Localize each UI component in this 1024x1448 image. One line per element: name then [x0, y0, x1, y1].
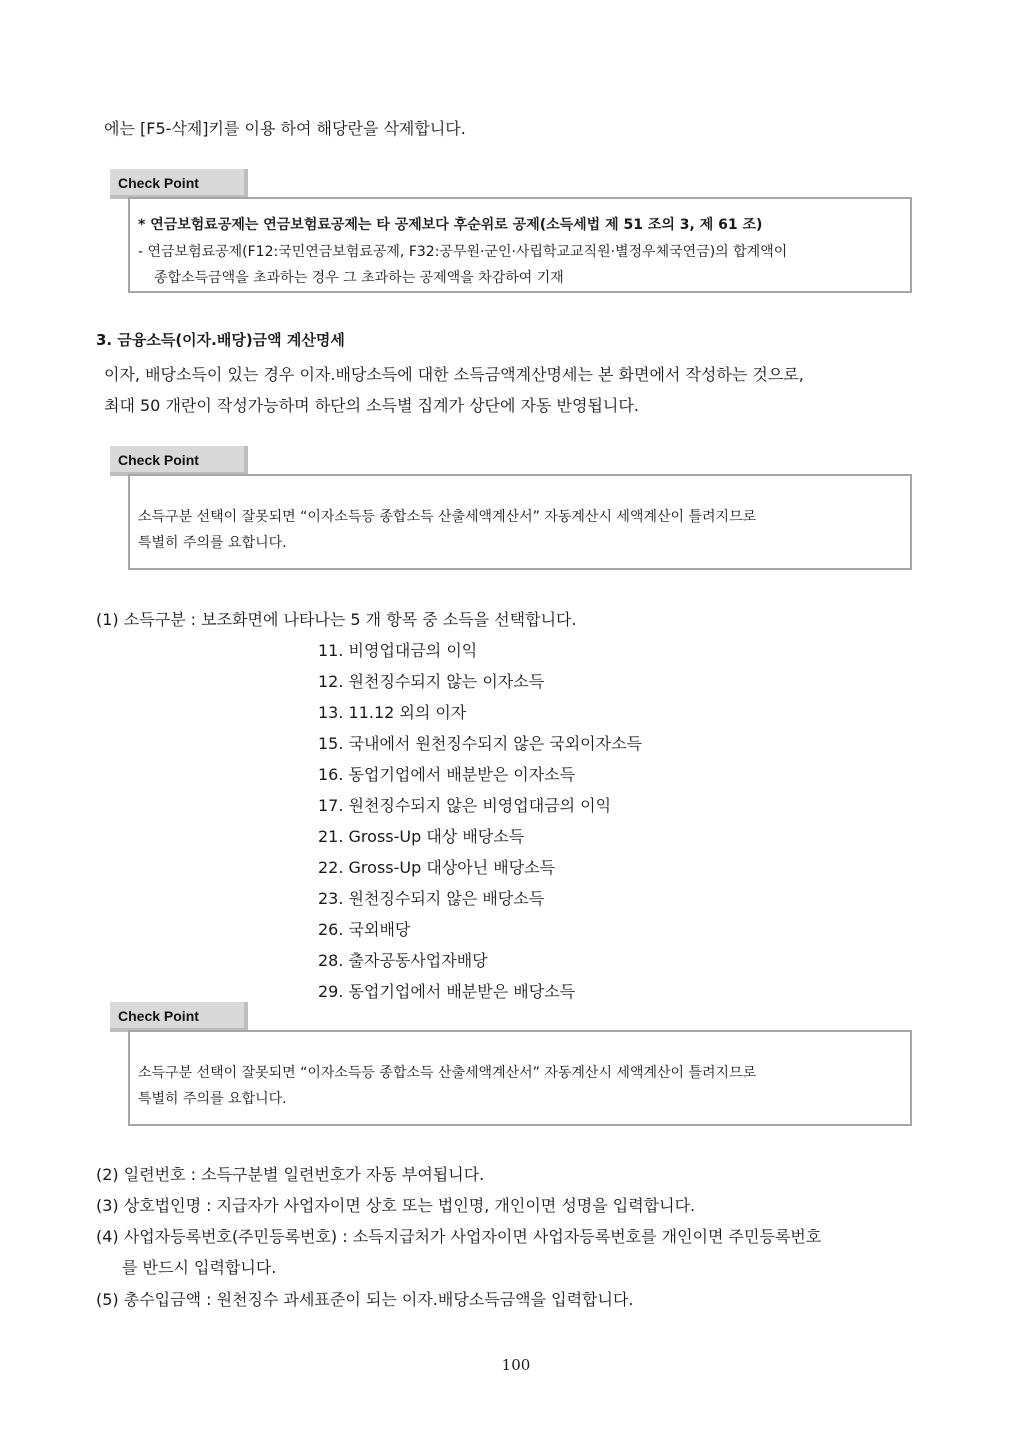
list-item: 13. 11.12 외의 이자 [318, 703, 467, 722]
check-point-box [128, 197, 912, 293]
check-point-label: Check Point [118, 175, 199, 191]
paragraph: 이자, 배당소득이 있는 경우 이자.배당소득에 대한 소득금액계산명세는 본 화면에서 작성하는 것으로, [104, 365, 804, 384]
check-point-line: 소득구분 선택이 잘못되면 “이자소득등 종합소득 산출세액계산서” 자동계산시 세액계산이 틀려지므로 [138, 509, 757, 525]
check-point-line: 소득구분 선택이 잘못되면 “이자소득등 종합소득 산출세액계산서” 자동계산시 세액계산이 틀려지므로 [138, 1065, 757, 1081]
list-item: 23. 원천징수되지 않은 배당소득 [318, 889, 545, 908]
check-point-line: 특별히 주의를 요합니다. [138, 535, 287, 551]
check-point-label: Check Point [118, 452, 199, 468]
list-item: (2) 일련번호 : 소득구분별 일련번호가 자동 부여됩니다. [96, 1165, 485, 1184]
paragraph: 최대 50 개란이 작성가능하며 하단의 소득별 집계가 상단에 자동 반영됩니다. [104, 396, 639, 415]
list-item: 12. 원천징수되지 않는 이자소득 [318, 672, 545, 691]
list-item: 17. 원천징수되지 않은 비영업대금의 이익 [318, 796, 612, 815]
list-item-continuation: 를 반드시 입력합니다. [122, 1258, 277, 1277]
section-heading: 3. 금융소득(이자.배당)금액 계산명세 [96, 331, 345, 349]
list-item: 15. 국내에서 원천징수되지 않은 국외이자소득 [318, 734, 642, 753]
check-point-line: * 연금보험료공제는 연금보험료공제는 타 공제보다 후순위로 공제(소득세법 제 51 조의 3, 제 61 조) [138, 217, 763, 233]
list-item: 16. 동업기업에서 배분받은 이자소득 [318, 765, 576, 784]
list-item: 29. 동업기업에서 배분받은 배당소득 [318, 982, 576, 1001]
list-item: 26. 국외배당 [318, 920, 411, 939]
intro-text: 에는 [F5-삭제]키를 이용 하여 해당란을 삭제합니다. [104, 119, 466, 138]
check-point-box [128, 1030, 912, 1126]
list-item: 21. Gross-Up 대상 배당소득 [318, 827, 525, 846]
check-point-label: Check Point [118, 1008, 199, 1024]
list-item: 28. 출자공동사업자배당 [318, 951, 488, 970]
list-item: 22. Gross-Up 대상아닌 배당소득 [318, 858, 556, 877]
list-item: 11. 비영업대금의 이익 [318, 641, 478, 660]
list-item: (1) 소득구분 : 보조화면에 나타나는 5 개 항목 중 소득을 선택합니다. [96, 610, 577, 629]
check-point-line: - 연금보험료공제(F12:국민연금보험료공제, F32:공무원·군인·사립학교교직원·별정우체국연금)의 합계액이 [138, 244, 788, 260]
check-point-line: 특별히 주의를 요합니다. [138, 1091, 287, 1107]
list-item: (3) 상호법인명 : 지급자가 사업자이면 상호 또는 법인명, 개인이면 성명을 입력합니다. [96, 1196, 696, 1215]
list-item: (4) 사업자등록번호(주민등록번호) : 소득지급처가 사업자이면 사업자등록번호를 개인이면 주민등록번호 [96, 1227, 822, 1246]
list-item: (5) 총수입금액 : 원천징수 과세표준이 되는 이자.배당소득금액을 입력합니다. [96, 1290, 634, 1309]
check-point-line: 종합소득금액을 초과하는 경우 그 초과하는 공제액을 차감하여 기재 [154, 270, 564, 286]
check-point-box [128, 474, 912, 570]
page-number: 100 [501, 1356, 531, 1374]
